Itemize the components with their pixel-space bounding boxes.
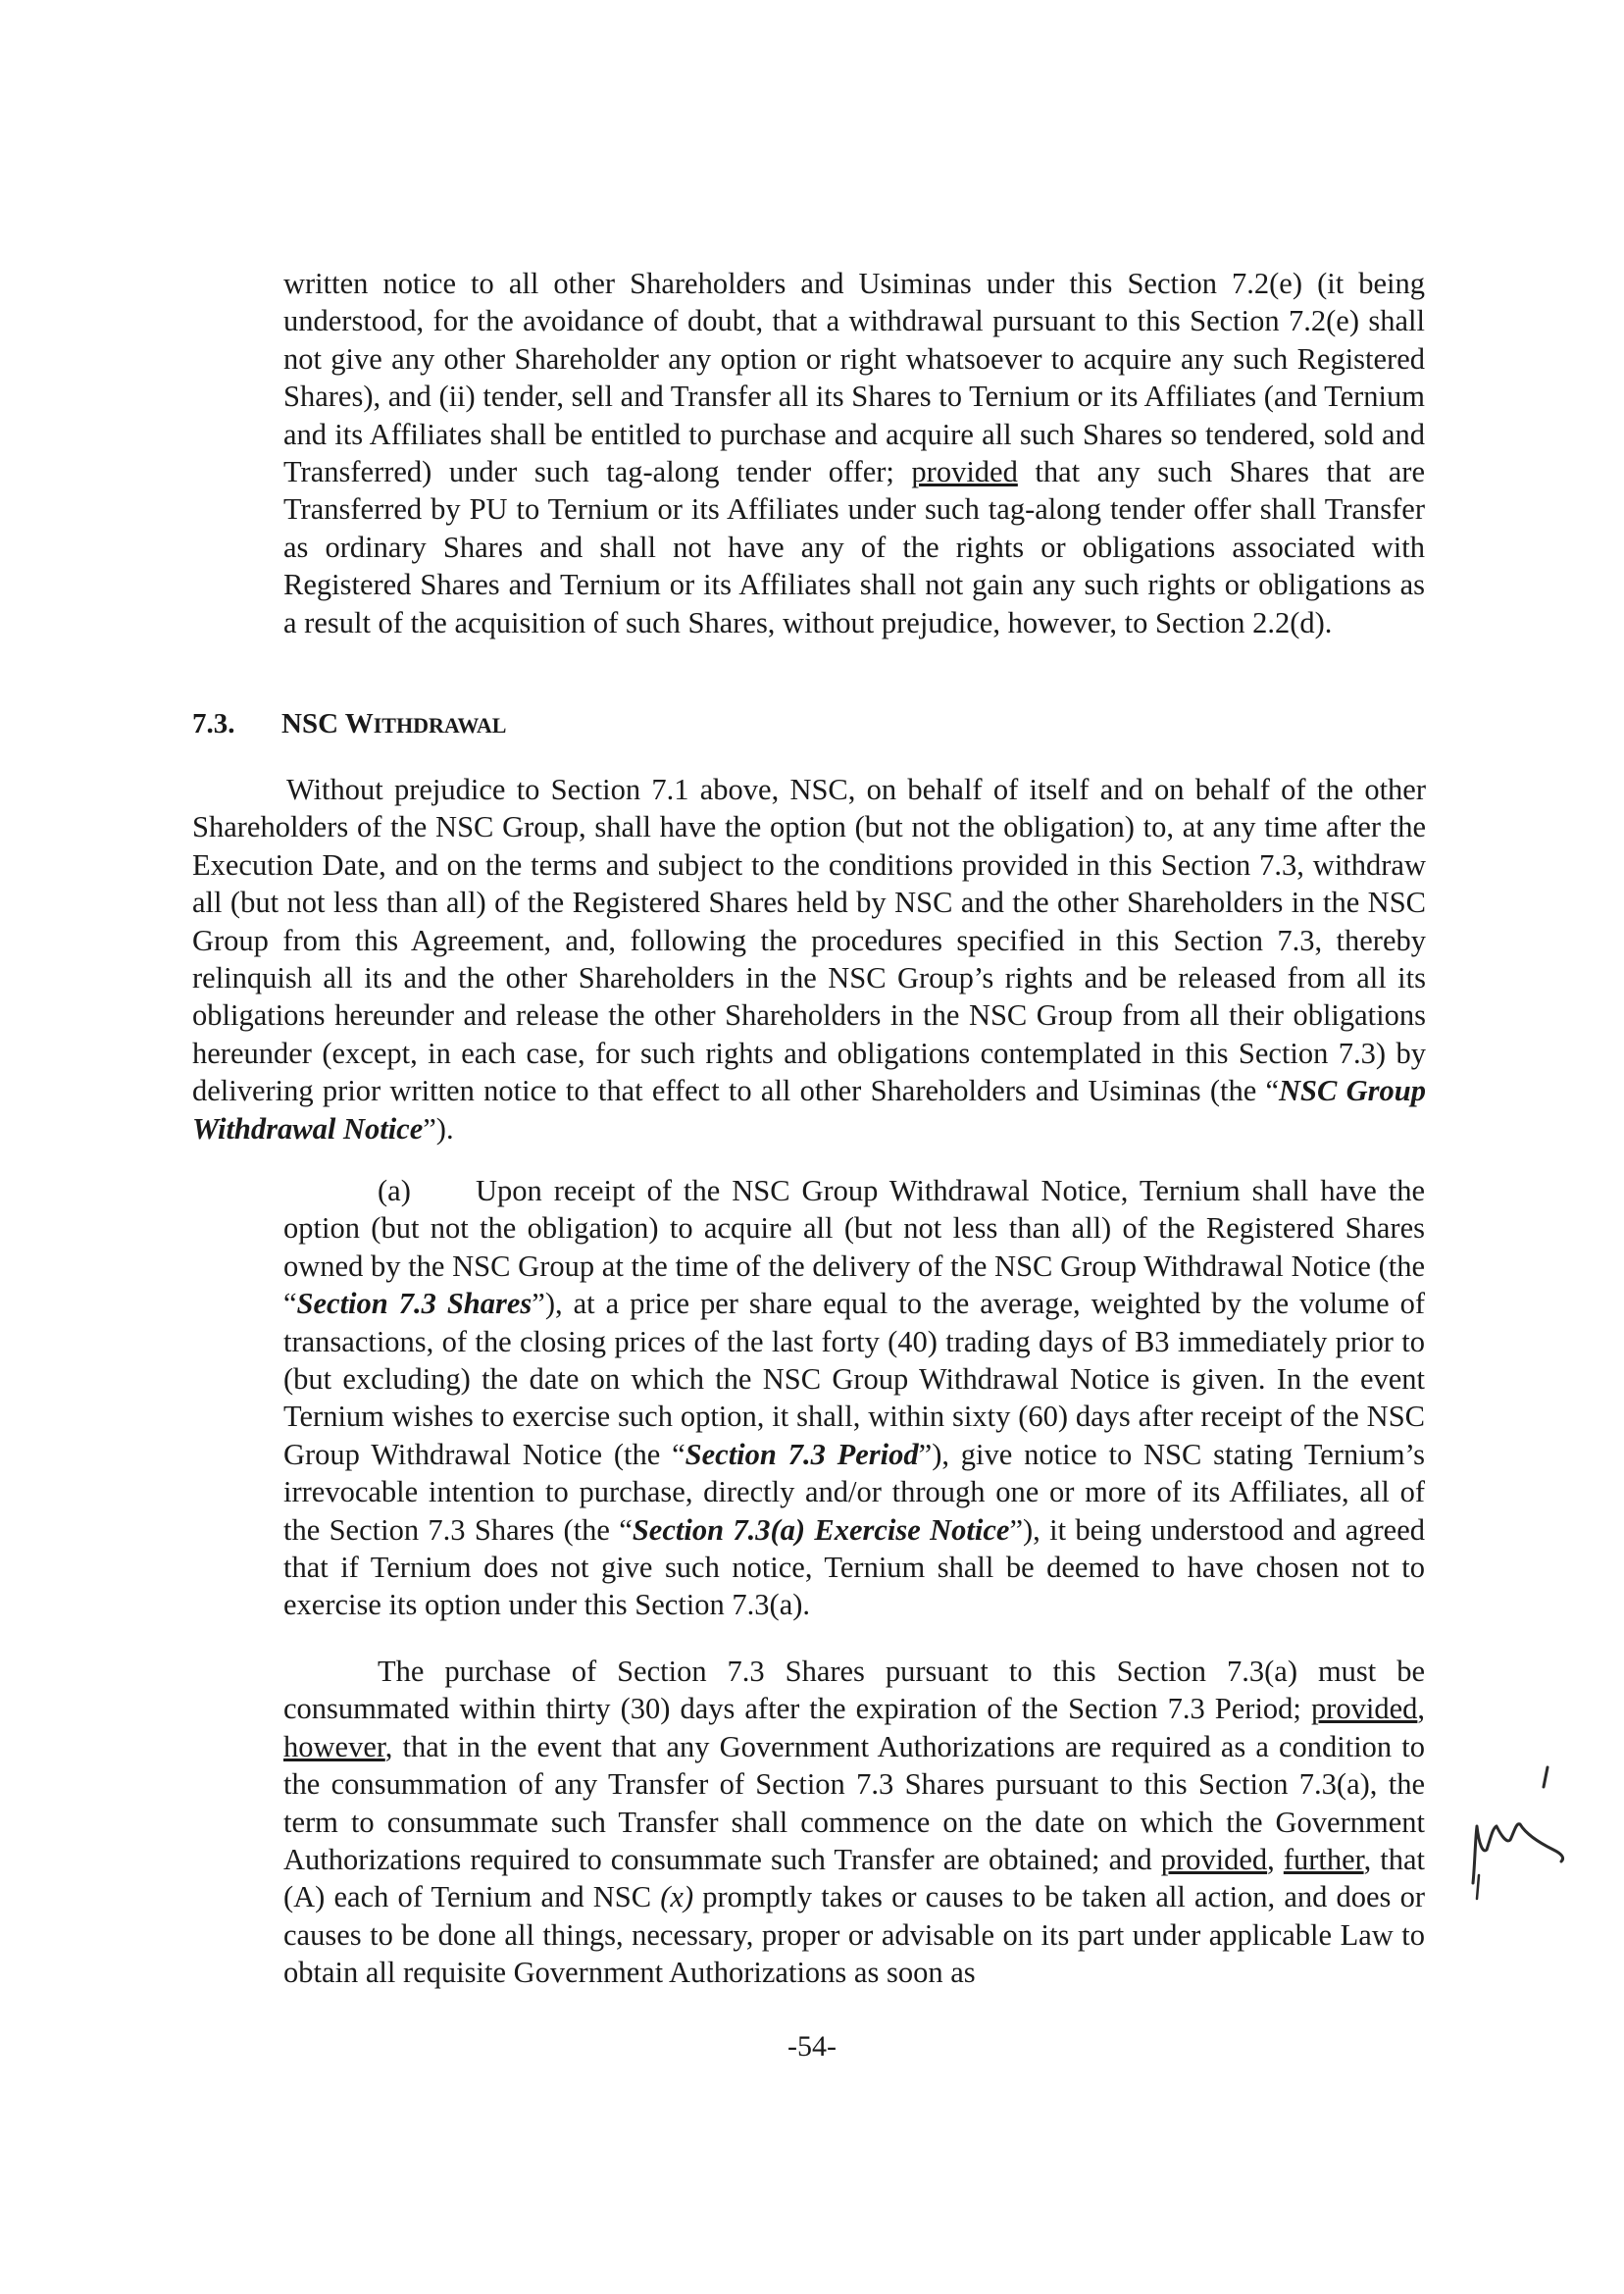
defined-term: Section 7.3 Shares (296, 1287, 533, 1321)
provided-term: provided (1160, 1843, 1268, 1877)
text-run: written notice to all other Shareholders and Usiminas under this Section 7.2(e) (it being understood, for the avoidance of doubt, that a withdrawal pursuant to this Section 7.2(e) shall not give any other Shareholder any option or right whatsoever to acquire any such Registered Shares), and (ii) tender, sell and Transfer all its Shares to Ternium or its Affiliates (and Ternium and its Affiliates shall be entitled to purchase and acquire all such Shares so tendered, sold and Transferred) under such tag-along tender offer; (283, 267, 1425, 489)
text-run: , (1417, 1692, 1425, 1726)
text-run: ”). (423, 1111, 454, 1146)
text-run: , (1267, 1843, 1284, 1877)
subparagraph-a (283, 1172, 1425, 1624)
section-title-lead: NSC W (281, 708, 374, 739)
text-run: The purchase of Section 7.3 Shares pursuant to this Section 7.3(a) must be consummated within thirty (30) days after the expiration of the Section 7.3 Period; (283, 1655, 1425, 1726)
section-heading (192, 708, 506, 740)
provided-term: provided (1310, 1692, 1418, 1726)
defined-term: Section 7.3(a) Exercise Notice (632, 1512, 1010, 1547)
text-run: that any such Shares that are Transferred by PU to Ternium or its Affiliates under such tag-along tender offer shall Transfer as ordinary Shares and shall not have any of the rights or obligations associated with Registered Shares and Ternium or its Affiliates shall not gain any such rights or obligations as a result of the acquisition of such Shares, without prejudice, however, to Section 2.2(d). (283, 455, 1425, 639)
provided-term: provided (911, 455, 1018, 489)
text-run: Upon receipt of the NSC Group Withdrawal Notice, Ternium shall have the option (but not the obligation) to acquire all (but not less than all) of the Registered Shares owned by the NSC Group at the time of the delivery of the NSC Group Withdrawal Notice (the “ (283, 1174, 1425, 1321)
margin-initials-signature (1461, 1765, 1599, 1962)
text-run: , that in the event that any Government Authorizations are required as a condition to the consummation of any Transfer of Section 7.3 Shares pursuant to this Section 7.3(a), the term to consummate such Transfer shall commence on the date on which the Government Authorizations required to consummate such Transfer are obtained; and (283, 1729, 1425, 1877)
continuation-paragraph (283, 265, 1425, 641)
text-run: , that (A) each of Ternium and NSC (283, 1843, 1426, 1914)
section-number: 7.3. (192, 708, 235, 739)
signature (1348, 1971, 1603, 2207)
text-run: ”), it being understood and agreed that if Ternium does not give such notice, Ternium shall be deemed to have chosen not to exercise its option under this Section 7.3(a). (283, 1512, 1426, 1622)
purchase-paragraph (283, 1653, 1425, 1992)
defined-term: Section 7.3 Period (685, 1437, 919, 1471)
further-term: further (1283, 1843, 1364, 1877)
defined-term: NSC Group Withdrawal Notice (192, 1074, 1426, 1146)
however-term: however (283, 1729, 385, 1763)
text-run: promptly takes or causes to be taken all action, and does or causes to be done all things, necessary, proper or advisable on its part under applicable Law to obtain all requisite Government Authorizations as soon as (283, 1880, 1425, 1990)
text-run: ”), give notice to NSC stating Ternium’s irrevocable intention to purchase, directly and/or through one or more of its Affiliates, all of the Section 7.3 Shares (the “ (283, 1437, 1425, 1547)
main-paragraph (192, 771, 1426, 1147)
section-title-rest: ITHDRAWAL (373, 713, 507, 738)
text-run: ”), at a price per share equal to the average, weighted by the volume of transactions, of the closing prices of the last forty (40) trading days of B3 immediately prior to (but excluding) the date on which the NSC Group Withdrawal Notice is given. In the event Ternium wishes to exercise such option, it shall, within sixty (60) days after receipt of the NSC Group Withdrawal Notice (the “ (283, 1287, 1425, 1471)
text-run: Without prejudice to Section 7.1 above, NSC, on behalf of itself and on behalf of the other Shareholders of the NSC Group, shall have the option (but not the obligation) to, at any time after the Execution Date, and on the terms and subject to the conditions provided in this Section 7.3, withdraw all (but not less than all) of the Registered Shares held by NSC and the other Shareholders in the NSC Group from this Agreement, and, following the procedures specified in this Section 7.3, thereby relinquish all its and the other Shareholders in the NSC Group’s rights and be released from all its obligations hereunder and release the other Shareholders in the NSC Group from all their obligations hereunder (except, in each case, for such rights and obligations contemplated in this Section 7.3) by delivering prior written notice to that effect to all other Shareholders and Usiminas (the “ (192, 773, 1426, 1108)
subparagraph-label: (a) (378, 1174, 411, 1207)
page-number: -54- (787, 2030, 837, 2063)
x-label: (x) (660, 1880, 694, 1914)
